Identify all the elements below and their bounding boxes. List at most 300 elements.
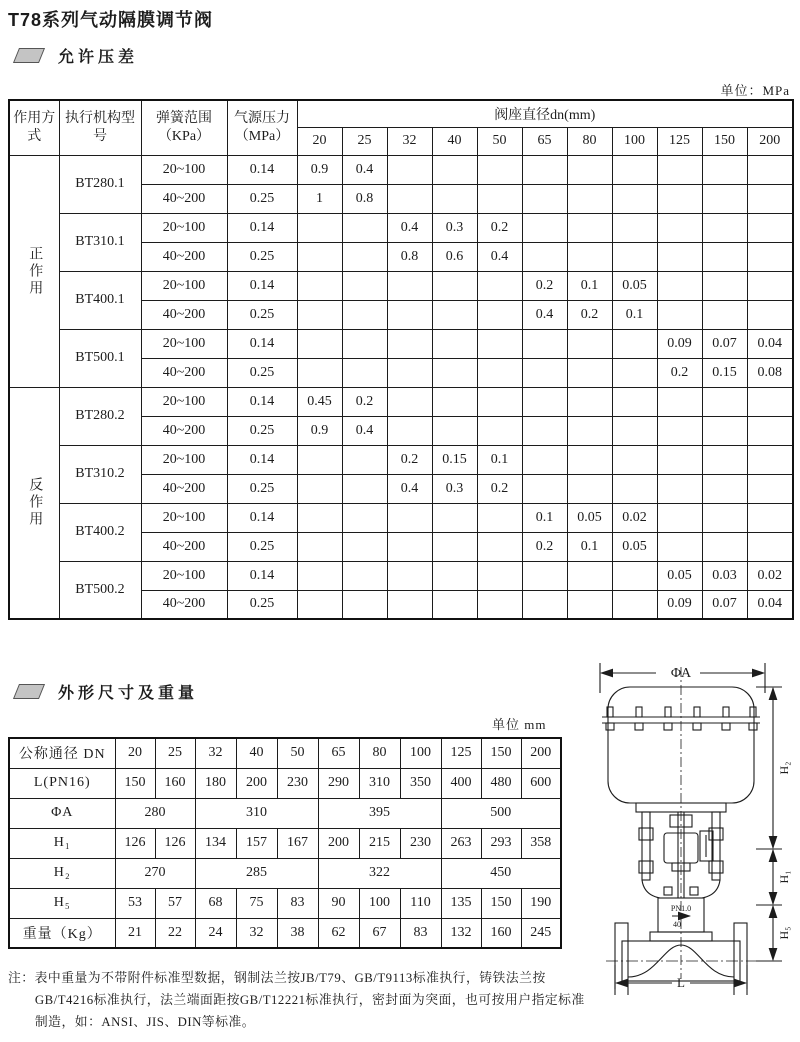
section-pressure-heading <box>10 44 138 67</box>
pressure-value-cell <box>522 474 567 503</box>
pressure-value-cell <box>522 184 567 213</box>
pressure-value-cell <box>657 242 702 271</box>
pressure-value-cell: 0.3 <box>432 213 477 242</box>
dim-value-cell: 230 <box>277 768 318 798</box>
dn-column-header: 20 <box>297 127 342 155</box>
pressure-value-cell: 0.1 <box>477 445 522 474</box>
pressure-value-cell <box>747 155 793 184</box>
pressure-value-cell <box>612 184 657 213</box>
pressure-value-cell <box>612 155 657 184</box>
dim-table-row <box>9 888 561 918</box>
dim-label-h5: H₅ <box>777 926 791 940</box>
dim-value-cell: 22 <box>155 918 195 948</box>
pressure-value-cell <box>567 416 612 445</box>
pressure-value-cell: 0.08 <box>747 358 793 387</box>
spring-range-cell: 40~200 <box>141 242 227 271</box>
pressure-value-cell <box>342 329 387 358</box>
dim-value-cell: 83 <box>400 918 441 948</box>
dim-value-cell: 134 <box>195 828 236 858</box>
pressure-value-cell: 0.2 <box>477 213 522 242</box>
pressure-value-cell <box>342 590 387 619</box>
dim-value-cell: 110 <box>400 888 441 918</box>
actuator-model-cell: BT310.1 <box>59 213 141 271</box>
pressure-value-cell: 0.2 <box>342 387 387 416</box>
pressure-value-cell <box>567 184 612 213</box>
pressure-value-cell <box>297 300 342 329</box>
pressure-value-cell <box>477 155 522 184</box>
pressure-table-row <box>9 271 793 300</box>
section-heading-label: 允许压差 <box>58 49 139 66</box>
pressure-value-cell <box>657 416 702 445</box>
dim-value-cell: 132 <box>441 918 481 948</box>
dim-value-cell: 40 <box>236 738 277 768</box>
pressure-value-cell: 0.1 <box>522 503 567 532</box>
pressure-value-cell <box>567 213 612 242</box>
parallelogram-icon <box>13 48 45 63</box>
air-pressure-cell: 0.25 <box>227 184 297 213</box>
pressure-value-cell: 0.2 <box>387 445 432 474</box>
dim-table-row <box>9 828 561 858</box>
dim-row-label: ΦA <box>9 798 115 828</box>
pressure-value-cell <box>432 358 477 387</box>
pressure-value-cell <box>297 561 342 590</box>
pressure-value-cell <box>522 242 567 271</box>
pressure-value-cell <box>477 387 522 416</box>
dim-value-cell: 358 <box>521 828 561 858</box>
pressure-value-cell <box>522 329 567 358</box>
air-pressure-cell: 0.14 <box>227 329 297 358</box>
spring-range-cell: 40~200 <box>141 590 227 619</box>
pressure-value-cell <box>747 416 793 445</box>
pressure-value-cell <box>387 503 432 532</box>
actuator-model-cell: BT400.2 <box>59 503 141 561</box>
pressure-value-cell: 0.1 <box>612 300 657 329</box>
dim-value-cell: 200 <box>318 828 359 858</box>
pressure-value-cell <box>432 561 477 590</box>
pressure-value-cell: 0.1 <box>567 532 612 561</box>
pressure-value-cell <box>477 329 522 358</box>
pressure-value-cell <box>702 474 747 503</box>
spring-range-cell: 40~200 <box>141 474 227 503</box>
pressure-table-row <box>9 155 793 184</box>
pressure-value-cell: 0.02 <box>747 561 793 590</box>
dim-value-cell: 190 <box>521 888 561 918</box>
pressure-value-cell <box>522 416 567 445</box>
pressure-value-cell <box>297 329 342 358</box>
dim-value-cell: 38 <box>277 918 318 948</box>
pressure-value-cell: 0.2 <box>522 271 567 300</box>
dim-value-cell: 75 <box>236 888 277 918</box>
dim-value-cell: 290 <box>318 768 359 798</box>
pressure-value-cell: 0.09 <box>657 590 702 619</box>
pressure-value-cell <box>387 155 432 184</box>
dim-table-row <box>9 918 561 948</box>
pressure-value-cell <box>477 590 522 619</box>
pressure-value-cell: 0.15 <box>432 445 477 474</box>
pressure-value-cell <box>747 271 793 300</box>
pressure-value-cell <box>612 242 657 271</box>
dim-value-cell: 245 <box>521 918 561 948</box>
pressure-value-cell: 0.6 <box>432 242 477 271</box>
spring-range-cell: 40~200 <box>141 358 227 387</box>
dim-value-cell: 24 <box>195 918 236 948</box>
spring-range-cell: 20~100 <box>141 503 227 532</box>
pressure-value-cell: 0.15 <box>702 358 747 387</box>
dim-value-cell: 150 <box>481 738 521 768</box>
pressure-value-cell <box>432 387 477 416</box>
pressure-value-cell: 0.9 <box>297 155 342 184</box>
spring-range-cell: 20~100 <box>141 387 227 416</box>
pressure-value-cell <box>432 590 477 619</box>
dimensions-weight-table <box>8 737 562 949</box>
pressure-value-cell <box>522 561 567 590</box>
dim-value-cell: 310 <box>359 768 400 798</box>
pressure-value-cell <box>657 474 702 503</box>
pressure-value-cell <box>477 271 522 300</box>
air-pressure-cell: 0.25 <box>227 590 297 619</box>
pressure-value-cell <box>612 358 657 387</box>
dim-value-cell: 160 <box>155 768 195 798</box>
pressure-value-cell <box>297 358 342 387</box>
footnote: 注：表中重量为不带附件标准型数据，钢制法兰按JB/T79、GB/T9113标准执行，铸铁法兰按GB/T4216标准执行，法兰端面距按GB/T12221标准执行，密封面为突面，也可按用户指定标准制造，如：ANSI、JIS、DIN等标准。 <box>8 971 585 1029</box>
pressure-value-cell <box>567 242 612 271</box>
dim-value-cell: 80 <box>359 738 400 768</box>
pressure-value-cell <box>342 358 387 387</box>
pressure-value-cell: 0.1 <box>567 271 612 300</box>
dim-value-cell: 126 <box>155 828 195 858</box>
unit-label-mpa: 单位：MPa <box>720 83 790 98</box>
dim-value-cell: 100 <box>400 738 441 768</box>
spring-range-cell: 20~100 <box>141 329 227 358</box>
dim-value-cell: 150 <box>481 888 521 918</box>
pressure-value-cell: 1 <box>297 184 342 213</box>
dim-value-cell: 67 <box>359 918 400 948</box>
pressure-value-cell <box>657 532 702 561</box>
dim-value-cell: 180 <box>195 768 236 798</box>
dim-value-cell: 20 <box>115 738 155 768</box>
parallelogram-icon <box>13 684 45 699</box>
dim-label-h2: H₂ <box>777 761 791 775</box>
pressure-value-cell <box>747 387 793 416</box>
pressure-value-cell <box>432 300 477 329</box>
pressure-value-cell <box>612 590 657 619</box>
dim-row-label: 公称通径 DN <box>9 738 115 768</box>
dim-row-label: H₂ <box>9 858 115 888</box>
pressure-value-cell <box>477 184 522 213</box>
dim-value-cell: 150 <box>115 768 155 798</box>
section-heading-label: 外形尺寸及重量 <box>58 685 199 702</box>
pressure-value-cell <box>657 271 702 300</box>
dim-table-row <box>9 768 561 798</box>
dim-table-row <box>9 798 561 828</box>
dim-value-cell: 32 <box>236 918 277 948</box>
dim-value-cell: 125 <box>441 738 481 768</box>
spring-range-cell: 40~200 <box>141 532 227 561</box>
spring-range-cell: 40~200 <box>141 184 227 213</box>
pressure-value-cell <box>612 387 657 416</box>
action-mode-cell: 反作用 <box>9 387 59 619</box>
dn-column-header: 65 <box>522 127 567 155</box>
section-dimensions-heading <box>10 680 198 703</box>
pressure-value-cell <box>522 213 567 242</box>
air-pressure-cell: 0.14 <box>227 445 297 474</box>
dim-value-cell: 53 <box>115 888 155 918</box>
pressure-value-cell <box>432 503 477 532</box>
dim-value-cell: 62 <box>318 918 359 948</box>
pressure-diff-table <box>8 99 794 620</box>
pressure-value-cell <box>702 387 747 416</box>
pressure-value-cell: 0.05 <box>612 532 657 561</box>
dim-value-cell: 270 <box>115 858 195 888</box>
pressure-value-cell: 0.4 <box>342 416 387 445</box>
pressure-value-cell <box>702 242 747 271</box>
dn-column-header: 50 <box>477 127 522 155</box>
dim-value-cell: 293 <box>481 828 521 858</box>
col-header-action-mode: 作用方式 <box>9 100 59 155</box>
pressure-value-cell <box>387 329 432 358</box>
dim-label-phi-a: ΦA <box>670 666 692 681</box>
pressure-value-cell <box>297 213 342 242</box>
pressure-value-cell <box>747 532 793 561</box>
pressure-value-cell <box>657 155 702 184</box>
pressure-value-cell <box>747 300 793 329</box>
pressure-value-cell <box>522 445 567 474</box>
pressure-value-cell <box>612 445 657 474</box>
dim-value-cell: 215 <box>359 828 400 858</box>
dn-column-header: 150 <box>702 127 747 155</box>
dim-value-cell: 280 <box>115 798 195 828</box>
dim-value-cell: 65 <box>318 738 359 768</box>
pressure-value-cell: 0.4 <box>522 300 567 329</box>
pressure-value-cell <box>342 300 387 329</box>
spring-range-cell: 20~100 <box>141 271 227 300</box>
dim-value-cell: 450 <box>441 858 561 888</box>
pressure-value-cell <box>567 561 612 590</box>
pressure-table-row <box>9 387 793 416</box>
pressure-value-cell <box>522 358 567 387</box>
dn-column-header: 25 <box>342 127 387 155</box>
pressure-value-cell: 0.8 <box>387 242 432 271</box>
pressure-value-cell <box>567 329 612 358</box>
pressure-value-cell <box>387 387 432 416</box>
spring-range-cell: 20~100 <box>141 213 227 242</box>
pressure-value-cell <box>297 242 342 271</box>
pressure-value-cell <box>567 387 612 416</box>
pressure-value-cell <box>342 561 387 590</box>
pressure-table-row <box>9 213 793 242</box>
pressure-value-cell <box>612 213 657 242</box>
pressure-value-cell: 0.09 <box>657 329 702 358</box>
pressure-value-cell <box>567 445 612 474</box>
dim-value-cell: 50 <box>277 738 318 768</box>
page-title: T78系列气动隔膜调节阀 <box>8 10 214 30</box>
actuator-model-cell: BT400.1 <box>59 271 141 329</box>
pressure-value-cell <box>702 300 747 329</box>
dn-column-header: 100 <box>612 127 657 155</box>
unit-label-mm: 单位 mm <box>492 717 547 732</box>
pressure-value-cell <box>477 532 522 561</box>
pressure-value-cell <box>387 416 432 445</box>
pressure-value-cell <box>477 300 522 329</box>
pressure-value-cell <box>747 474 793 503</box>
pressure-value-cell <box>657 184 702 213</box>
pressure-value-cell <box>702 184 747 213</box>
pressure-table-row <box>9 503 793 532</box>
pressure-value-cell: 0.2 <box>522 532 567 561</box>
pressure-value-cell <box>522 590 567 619</box>
pressure-value-cell <box>702 271 747 300</box>
pressure-value-cell <box>567 474 612 503</box>
pressure-value-cell <box>387 184 432 213</box>
dim-value-cell: 68 <box>195 888 236 918</box>
pressure-value-cell: 0.03 <box>702 561 747 590</box>
pressure-value-cell <box>747 242 793 271</box>
pressure-table-row <box>9 329 793 358</box>
air-pressure-cell: 0.25 <box>227 532 297 561</box>
pressure-value-cell <box>567 590 612 619</box>
flange-bolts <box>606 707 757 730</box>
pressure-value-cell: 0.07 <box>702 590 747 619</box>
dim-table-row <box>9 858 561 888</box>
pressure-value-cell: 0.2 <box>567 300 612 329</box>
pressure-value-cell <box>387 300 432 329</box>
dim-row-label: H₅ <box>9 888 115 918</box>
col-header-seat-diameter: 阀座直径dn(mm) <box>297 100 793 127</box>
dim-value-cell: 157 <box>236 828 277 858</box>
body-label-pn: PN1.0 <box>670 904 692 913</box>
action-mode-cell: 正作用 <box>9 155 59 387</box>
actuator-model-cell: BT500.2 <box>59 561 141 619</box>
pressure-value-cell <box>477 358 522 387</box>
dim-label-l: L <box>677 975 685 990</box>
pressure-value-cell <box>702 445 747 474</box>
pressure-value-cell <box>342 213 387 242</box>
pressure-value-cell <box>477 561 522 590</box>
dn-column-header: 200 <box>747 127 793 155</box>
pressure-value-cell: 0.3 <box>432 474 477 503</box>
dim-value-cell: 310 <box>195 798 318 828</box>
col-header-spring-range: 弹簧范围（KPa） <box>141 100 227 155</box>
pressure-value-cell: 0.2 <box>657 358 702 387</box>
dim-value-cell: 395 <box>318 798 441 828</box>
air-pressure-cell: 0.25 <box>227 416 297 445</box>
pressure-value-cell <box>567 155 612 184</box>
actuator-model-cell: BT500.1 <box>59 329 141 387</box>
pressure-value-cell <box>747 445 793 474</box>
pressure-value-cell <box>657 445 702 474</box>
dim-table-body <box>9 738 561 948</box>
pressure-value-cell <box>432 271 477 300</box>
pressure-table-row <box>9 445 793 474</box>
air-pressure-cell: 0.14 <box>227 155 297 184</box>
pressure-value-cell: 0.04 <box>747 590 793 619</box>
pressure-value-cell <box>342 242 387 271</box>
pressure-value-cell <box>657 387 702 416</box>
pressure-value-cell <box>342 532 387 561</box>
pressure-value-cell: 0.4 <box>387 213 432 242</box>
dim-value-cell: 200 <box>236 768 277 798</box>
pressure-value-cell <box>297 503 342 532</box>
pressure-value-cell <box>387 532 432 561</box>
pressure-value-cell <box>297 590 342 619</box>
pressure-value-cell <box>612 416 657 445</box>
dim-value-cell: 167 <box>277 828 318 858</box>
dim-value-cell: 21 <box>115 918 155 948</box>
pressure-value-cell <box>387 358 432 387</box>
air-pressure-cell: 0.25 <box>227 474 297 503</box>
pressure-value-cell: 0.8 <box>342 184 387 213</box>
pressure-value-cell <box>387 590 432 619</box>
pressure-value-cell <box>702 213 747 242</box>
pressure-value-cell <box>747 503 793 532</box>
dim-table-row <box>9 738 561 768</box>
pressure-value-cell: 0.05 <box>567 503 612 532</box>
air-pressure-cell: 0.25 <box>227 358 297 387</box>
dim-value-cell: 32 <box>195 738 236 768</box>
dim-value-cell: 285 <box>195 858 318 888</box>
pressure-value-cell <box>342 445 387 474</box>
pressure-value-cell <box>702 416 747 445</box>
pressure-value-cell <box>477 503 522 532</box>
actuator-model-cell: BT280.2 <box>59 387 141 445</box>
pressure-value-cell <box>387 271 432 300</box>
actuator-model-cell: BT280.1 <box>59 155 141 213</box>
dim-value-cell: 100 <box>359 888 400 918</box>
actuator-model-cell: BT310.2 <box>59 445 141 503</box>
pressure-value-cell <box>387 561 432 590</box>
air-pressure-cell: 0.25 <box>227 242 297 271</box>
spring-range-cell: 20~100 <box>141 155 227 184</box>
air-pressure-cell: 0.25 <box>227 300 297 329</box>
pressure-value-cell <box>432 155 477 184</box>
spring-range-cell: 20~100 <box>141 561 227 590</box>
pressure-value-cell <box>342 503 387 532</box>
dim-value-cell: 322 <box>318 858 441 888</box>
dim-label-h1: H₁ <box>777 870 791 884</box>
spring-range-cell: 20~100 <box>141 445 227 474</box>
air-pressure-cell: 0.14 <box>227 503 297 532</box>
pressure-value-cell <box>297 532 342 561</box>
pressure-value-cell <box>747 184 793 213</box>
dim-value-cell: 126 <box>115 828 155 858</box>
pressure-value-cell <box>297 474 342 503</box>
spring-range-cell: 40~200 <box>141 300 227 329</box>
pressure-value-cell: 0.04 <box>747 329 793 358</box>
pressure-value-cell <box>657 300 702 329</box>
dim-value-cell: 480 <box>481 768 521 798</box>
pressure-value-cell <box>612 474 657 503</box>
pressure-value-cell <box>702 532 747 561</box>
pressure-value-cell <box>567 358 612 387</box>
air-pressure-cell: 0.14 <box>227 271 297 300</box>
dn-column-header: 125 <box>657 127 702 155</box>
pressure-value-cell <box>612 561 657 590</box>
air-pressure-cell: 0.14 <box>227 387 297 416</box>
pressure-value-cell: 0.4 <box>477 242 522 271</box>
col-header-actuator-model: 执行机构型号 <box>59 100 141 155</box>
dim-value-cell: 160 <box>481 918 521 948</box>
pressure-value-cell: 0.07 <box>702 329 747 358</box>
dim-row-label: 重量（Kg） <box>9 918 115 948</box>
air-pressure-cell: 0.14 <box>227 561 297 590</box>
pressure-value-cell <box>342 474 387 503</box>
dim-value-cell: 600 <box>521 768 561 798</box>
pressure-value-cell <box>747 213 793 242</box>
pressure-value-cell: 0.05 <box>657 561 702 590</box>
pressure-value-cell: 0.02 <box>612 503 657 532</box>
pressure-value-cell <box>702 155 747 184</box>
dim-value-cell: 90 <box>318 888 359 918</box>
